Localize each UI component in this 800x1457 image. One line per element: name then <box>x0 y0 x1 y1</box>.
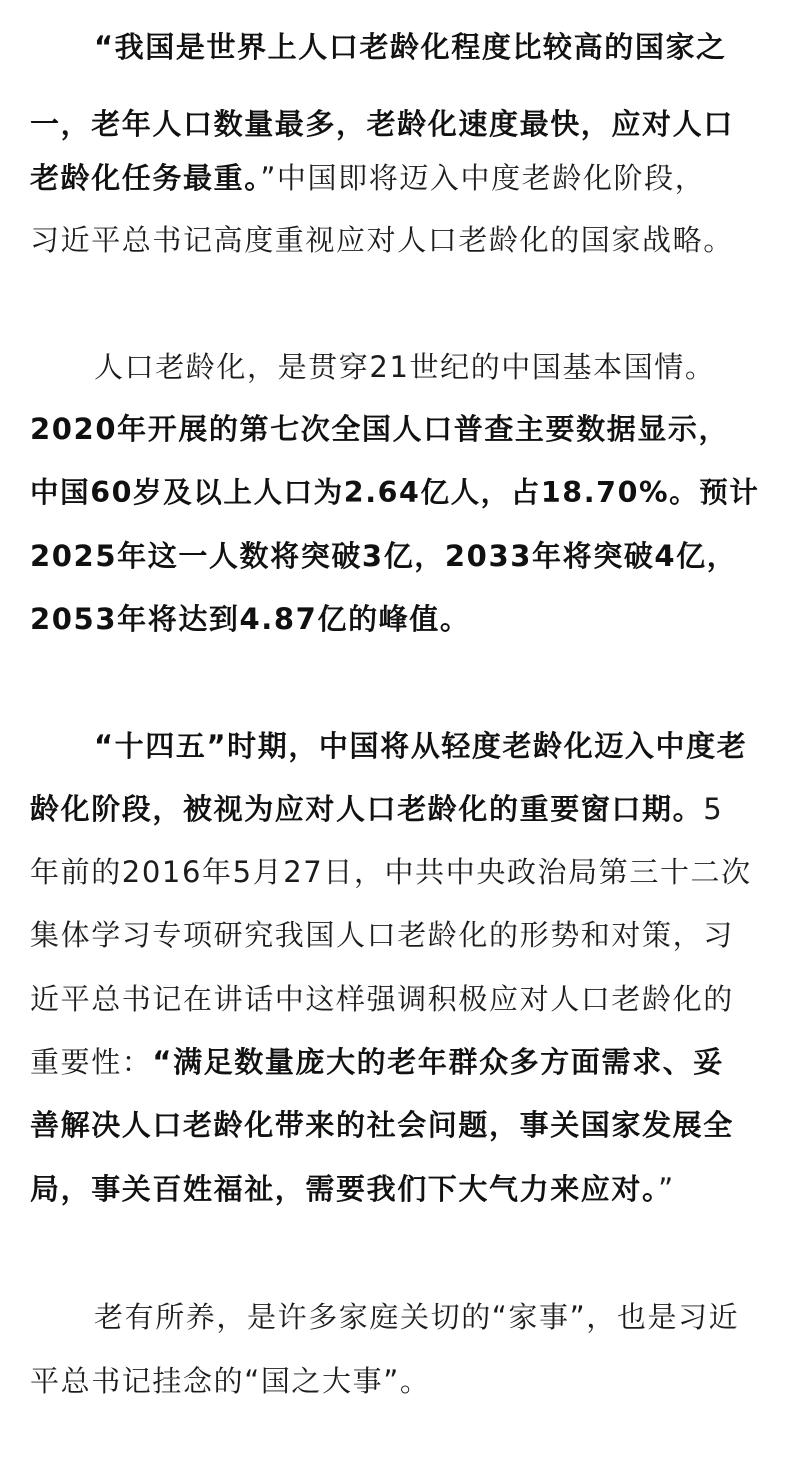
bold-text: “满足数量庞大的老年群众多方面需求、妥 <box>152 1045 724 1079</box>
bold-text: 一，老年人口数量最多，老龄化速度最快，应对人口 <box>30 107 734 141</box>
paragraph-line <box>94 17 727 77</box>
bold-text: 2025年这一人数将突破3亿，2033年将突破4亿， <box>30 539 738 573</box>
paragraph-line <box>30 589 470 649</box>
bold-text: 中国60岁及以上人口为2.64亿人，占18.70%。预计 <box>30 476 760 509</box>
paragraph-line <box>30 969 734 1029</box>
paragraph-line <box>30 148 705 208</box>
paragraph-line <box>30 779 723 839</box>
paragraph-line <box>30 526 737 586</box>
paragraph-line <box>30 1159 675 1219</box>
bold-text: 2053年将达到4.87亿的峰值。 <box>30 602 471 636</box>
body-text: 重要性： <box>30 1045 153 1079</box>
paragraph-line <box>30 1095 734 1155</box>
body-text: ” <box>658 1172 675 1206</box>
paragraph-line <box>94 1287 739 1347</box>
bold-text: 龄化阶段，被视为应对人口老龄化的重要窗口期。 <box>30 792 704 826</box>
paragraph-line <box>30 463 759 523</box>
paragraph-line <box>30 1032 724 1092</box>
bold-text: 局，事关百姓福祉，需要我们下大气力来应对。 <box>30 1172 659 1206</box>
paragraph-line <box>30 399 729 459</box>
body-text: 集体学习专项研究我国人口老龄化的形势和对策，习 <box>30 918 734 952</box>
paragraph-line <box>30 1351 430 1411</box>
bold-text: “我国是世界上人口老龄化程度比较高的国家之 <box>94 30 727 64</box>
paragraph-line <box>94 716 747 776</box>
body-text: 5 <box>703 792 724 826</box>
body-text: ”中国即将迈入中度老龄化阶段， <box>260 161 706 195</box>
bold-text: 老龄化任务最重。 <box>30 161 261 195</box>
body-text: 年前的2016年5月27日，中共中央政治局第三十二次 <box>30 855 752 889</box>
body-text: 平总书记挂念的“国之大事”。 <box>30 1364 431 1398</box>
body-text: 习近平总书记高度重视应对人口老龄化的国家战略。 <box>30 223 734 257</box>
paragraph-line <box>30 94 734 154</box>
body-text: 人口老龄化，是贯穿21世纪的中国基本国情。 <box>94 350 716 384</box>
paragraph-line <box>94 337 716 397</box>
paragraph-line <box>30 905 734 965</box>
body-text: 近平总书记在讲话中这样强调积极应对人口老龄化的 <box>30 982 734 1016</box>
bold-text: 2020年开展的第七次全国人口普查主要数据显示， <box>30 412 730 446</box>
bold-text: “十四五”时期，中国将从轻度老龄化迈入中度老 <box>94 729 748 763</box>
paragraph-line <box>30 842 752 902</box>
bold-text: 善解决人口老龄化带来的社会问题，事关国家发展全 <box>30 1108 734 1142</box>
body-text: 老有所养，是许多家庭关切的“家事”，也是习近 <box>94 1300 740 1334</box>
paragraph-line <box>30 210 734 270</box>
